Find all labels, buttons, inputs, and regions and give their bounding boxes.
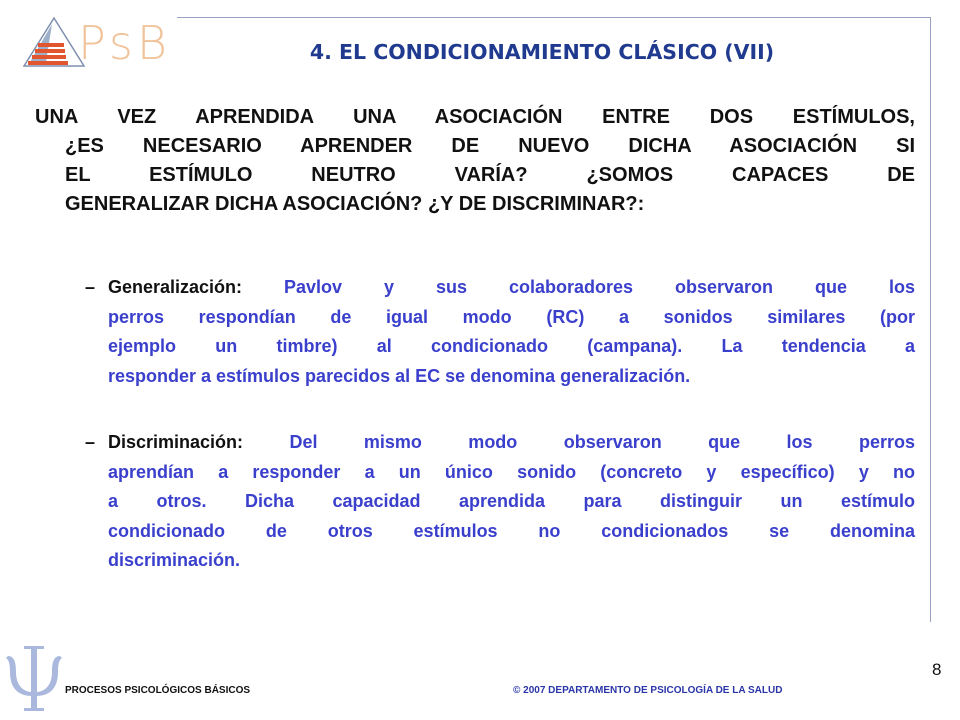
page-number: 8	[932, 660, 942, 679]
question-line: EL ESTÍMULO NEUTRO VARÍA? ¿SOMOS CAPACES DE	[65, 164, 915, 186]
question-line: ¿ES NECESARIO APRENDER DE NUEVO DICHA ASOCIACIÓN SI	[65, 135, 915, 157]
bullet-line: ejemplo un timbre) al condicionado (campana). La tendencia a	[108, 336, 915, 356]
bullet-line: aprendían a responder a un único sonido (concreto y específico) y no	[108, 461, 915, 482]
question-line: GENERALIZAR DICHA ASOCIACIÓN? ¿Y DE DISCRIMINAR?:	[65, 193, 645, 215]
bullet-line: responder a estímulos parecidos al EC se denomina generalización.	[108, 365, 691, 386]
bullet-line-text: Pavlov y sus colaboradores observaron que los	[284, 277, 915, 297]
bullet-line-text: Del mismo modo observaron que los perros	[289, 432, 915, 452]
bullet-term: Discriminación:	[108, 432, 244, 452]
header-rule	[177, 17, 931, 18]
footer-course: PROCESOS PSICOLÓGICOS BÁSICOS	[65, 685, 251, 696]
question-line: UNA VEZ APRENDIDA UNA ASOCIACIÓN ENTRE DOS ESTÍMULOS,	[35, 106, 915, 128]
bullet-line	[108, 273, 915, 303]
bullet-line: discriminación.	[108, 550, 241, 570]
bullet-dash: –	[85, 432, 96, 452]
lead-question	[35, 103, 915, 219]
footer-copyright: © 2007 DEPARTAMENTO DE PSICOLOGÍA DE LA SALUD	[513, 685, 783, 696]
bullet-dash: –	[85, 277, 96, 297]
bullet-line: a otros. Dicha capacidad aprendida para distinguir un estímulo	[108, 491, 915, 511]
bullet-line	[108, 428, 915, 458]
right-rule	[930, 17, 931, 622]
brand-mark: PsB	[78, 16, 172, 70]
bullet-term: Generalización:	[108, 277, 243, 297]
psi-logo-icon	[4, 642, 64, 714]
university-logo-icon	[22, 14, 86, 70]
bullet-line: perros respondían de igual modo (RC) a sonidos similares (por	[108, 306, 915, 327]
slide-title: 4. EL CONDICIONAMIENTO CLÁSICO (VII)	[309, 40, 775, 64]
bullet-line: condicionado de otros estímulos no condicionados se denomina	[108, 520, 915, 541]
